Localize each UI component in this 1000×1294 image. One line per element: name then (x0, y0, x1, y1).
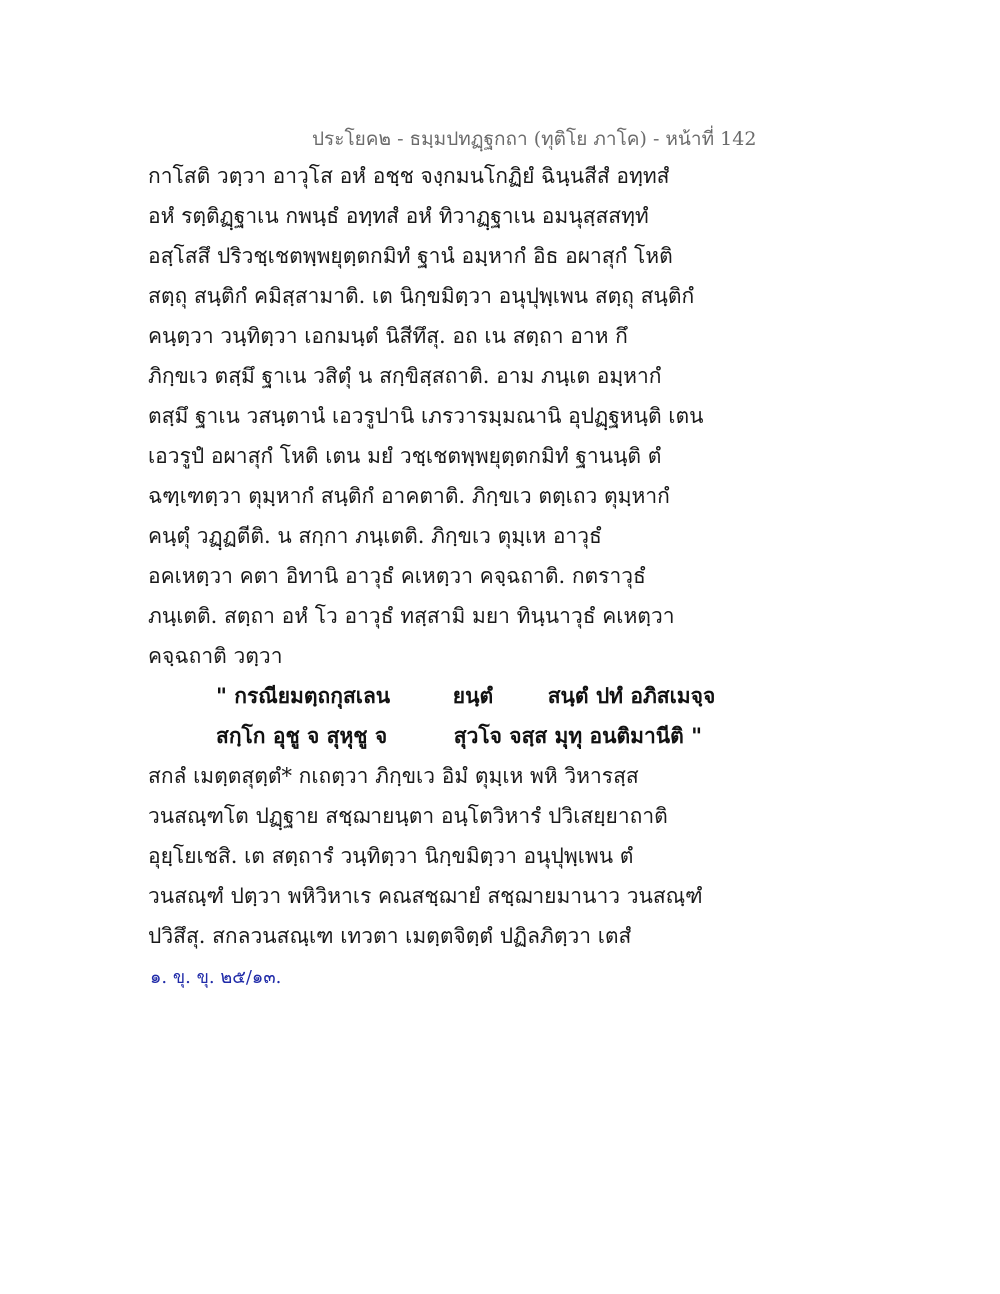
text-line: อหํ รตฺติฏฺฐาเน กพนฺธํ อทฺทสํ อหํ ทิวาฏฺฐาเน อมนุสฺสสทฺทํ (148, 204, 649, 228)
text-line: ปวิสึสุ. สกลวนสณฺเฑ เทวตา เมตฺตจิตฺตํ ปฏิลภิตฺวา เตสํ (148, 924, 632, 948)
text-line: คจฺฉถาติ วตฺวา (148, 644, 283, 668)
page-header: ประโยค๒ - ธมฺมปทฏฺฐกถา (ทุติโย ภาโค) - หน้าที่ 142 (312, 128, 757, 150)
text-line: เอวรูปํ อผาสุกํ โหติ เตน มยํ วชฺเชตพฺพยุตฺตกมิทํ ฐานนฺติ ตํ (148, 444, 662, 468)
verse-line-2 (216, 720, 702, 753)
text-line: วนสณฺฑโต ปฏฺฐาย สชฺฌายนฺตา อนฺโตวิหารํ ปวิเสยฺยาถาติ (148, 804, 668, 828)
text-line: กาโสติ วตฺวา อาวุโส อหํ อชฺช จงฺกมนโกฏิยํ ฉินฺนสีสํ อทฺทสํ (148, 164, 670, 188)
text-line: ตสฺมึ ฐาเน วสนฺตานํ เอวรูปานิ เภรวารมฺมณานิ อุปฏฺฐหนฺติ เตน (148, 404, 704, 428)
text-line: สตฺถุ สนฺติกํ คมิสฺสามาติ. เต นิกฺขมิตฺวา อนุปุพฺเพน สตฺถุ สนฺติกํ (148, 284, 695, 308)
text-line: ภนฺเตติ. สตฺถา อหํ โว อาวุธํ ทสฺสามิ มยา ทินฺนาวุธํ คเหตฺวา (148, 604, 675, 628)
text-line: คนฺตฺวา วนฺทิตฺวา เอกมนฺตํ นิสีทึสุ. อถ เน สตฺถา อาห กึ (148, 324, 628, 348)
text-line: อุยฺโยเชสิ. เต สตฺถารํ วนฺทิตฺวา นิกฺขมิตฺวา อนุปุพฺเพน ตํ (148, 844, 634, 868)
verse-segment: สุวโจ จสฺส มุทุ อนติมานีติ " (453, 723, 703, 748)
verse-segment: สนฺตํ ปทํ อภิสเมจฺจ (547, 683, 716, 708)
verse-line-1 (216, 680, 715, 713)
footnote: ๑. ขุ. ขุ. ๒๕/๑๓. (150, 967, 282, 988)
text-line: ภิกฺขเว ตสฺมึ ฐาเน วสิตุํ น สกฺขิสฺสถาติ. อาม ภนฺเต อมฺหากํ (148, 364, 662, 388)
verse-segment: " กรณียมตฺถกุสเลน (216, 683, 391, 708)
text-line: อสฺโสสึ ปริวชฺเชตพฺพยุตฺตกมิทํ ฐานํ อมฺหากํ อิธ อผาสุกํ โหติ (148, 244, 673, 268)
verse-segment: สกฺโก อุชู จ สุหุชู จ (216, 723, 388, 748)
verse-segment: ยนฺตํ (452, 683, 494, 708)
text-line: ฉฑฺเฑตฺวา ตุมฺหากํ สนฺติกํ อาคตาติ. ภิกฺขเว ตตฺเถว ตุมฺหากํ (148, 484, 670, 508)
text-line: อคเหตฺวา คตา อิทานิ อาวุธํ คเหตฺวา คจฺฉถาติ. กตราวุธํ (148, 564, 646, 588)
text-line: คนฺตุํ วฏฺฏตีติ. น สกฺกา ภนฺเตติ. ภิกฺขเว ตุมฺเห อาวุธํ (148, 524, 602, 548)
text-line: สกลํ เมตฺตสุตฺตํ* กเถตฺวา ภิกฺขเว อิมํ ตุมฺเห พหิ วิหารสฺส (148, 764, 639, 788)
text-line: วนสณฺฑํ ปตฺวา พหิวิหาเร คณสชฺฌายํ สชฺฌายมานาว วนสณฺฑํ (148, 884, 703, 908)
